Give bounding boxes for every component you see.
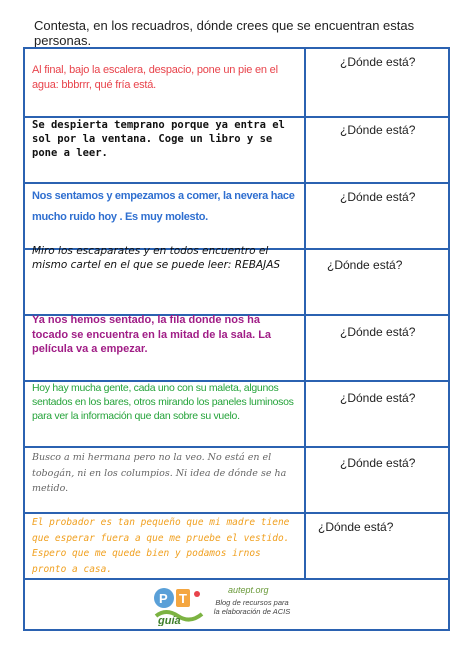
answer-box-7[interactable]: ¿Dónde está? [340, 456, 416, 470]
sentence-3: Nos sentamos y empezamos a comer, la nevera hace mucho ruido hoy . Es muy molesto. [32, 190, 295, 223]
ptguia-logo [152, 586, 204, 626]
row-divider [23, 512, 450, 514]
sentence-4: Miro los escaparates y en todos encuentro el mismo cartel en el que se puede leer: REBAJAS [32, 245, 281, 271]
sentence-8: El probador es tan pequeño que mi madre tiene que esperar fuera a que me pruebe el vestido. Espero que me quede bien y podamos irnos pronto a casa. [32, 517, 290, 576]
row-divider [23, 182, 450, 184]
answer-box-4[interactable]: ¿Dónde está? [327, 258, 403, 272]
answer-box-8[interactable]: ¿Dónde está? [318, 520, 394, 534]
answer-box-1[interactable]: ¿Dónde está? [340, 55, 416, 69]
sentence-1: Al final, bajo la escalera, despacio, pone un pie en el agua: bbbrrr, qué fría está. [32, 64, 278, 91]
row-divider [23, 116, 450, 118]
instruction-text: Contesta, en los recuadros, dónde crees que se encuentran estas personas. [34, 18, 415, 48]
sentence-7: Busco a mi hermana pero no la veo. No está en el tobogán, ni en los columpios. Ni idea de dónde se ha metido. [32, 452, 287, 495]
row-divider [23, 578, 450, 580]
answer-box-3[interactable]: ¿Dónde está? [340, 190, 416, 204]
svg-text:guía: guía [158, 615, 181, 626]
answer-box-5[interactable]: ¿Dónde está? [340, 325, 416, 339]
sentence-5: Ya nos hemos sentado, la fila donde nos ha tocado se encuentra en la mitad de la sala. La película va a empezar. [32, 314, 272, 356]
footer-url[interactable]: autept.org [228, 585, 269, 595]
sentence-2: Se despierta temprano porque ya entra el sol por la ventana. Coge un libro y se pone a leer. [32, 119, 285, 159]
svg-text:T: T [179, 591, 187, 606]
footer-description: Blog de recursos para la elaboración de ACIS [213, 598, 291, 617]
answer-box-6[interactable]: ¿Dónde está? [340, 391, 416, 405]
svg-text:P: P [159, 591, 168, 606]
answer-box-2[interactable]: ¿Dónde está? [340, 123, 416, 137]
sentence-6: Hoy hay mucha gente, cada uno con su maleta, algunos sentados en los bares, otros mirando los paneles luminosos para ver la información que dan sobre su vuelo. [32, 382, 294, 422]
row-divider [23, 446, 450, 448]
